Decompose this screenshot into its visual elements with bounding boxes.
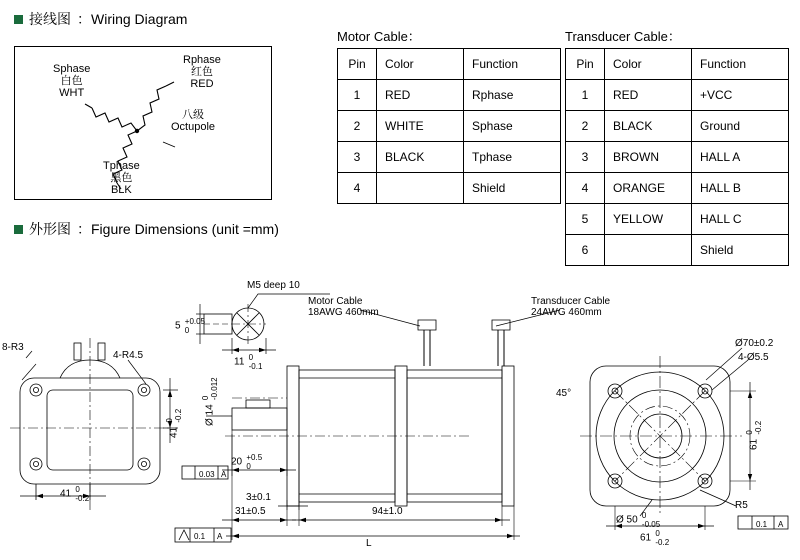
label-4-r45: 4-R4.5: [113, 350, 144, 361]
dim-94pm: 94±1.0: [372, 506, 403, 517]
motor-cable-title: Motor Cable：: [337, 29, 421, 44]
flatness-datum: A: [221, 470, 227, 479]
section-marker-icon: [14, 15, 23, 24]
table-row: 5 YELLOW HALL C: [566, 204, 789, 235]
label-8-r3: 8-R3: [2, 342, 24, 353]
sphase-label: Sphase 白色 WHT: [53, 63, 91, 99]
figure-section-title: [14, 222, 279, 236]
wiring-title-cn: 接线图: [29, 11, 71, 27]
table-row: 4 ORANGE HALL B: [566, 173, 789, 204]
flatness-value: 0.03: [199, 470, 215, 479]
wiring-section-title: [14, 12, 187, 26]
table-header-row: [338, 49, 561, 80]
transducer-cable-title: Transducer Cable：: [565, 29, 681, 44]
dim-dia70: Ø70±0.2: [735, 338, 774, 349]
transducer-cable-table: [565, 48, 789, 266]
table-row: 3 BLACK Tphase: [338, 142, 561, 173]
table-row: 1 RED +VCC: [566, 80, 789, 111]
table-row: 3 BROWN HALL A: [566, 142, 789, 173]
dim-5-tol: 5 +0.05 0: [175, 317, 206, 335]
right-tol-value: 0.1: [756, 520, 768, 529]
dim-dia14: Ø 14 0 -0.012: [201, 377, 219, 426]
dim-20-tol: 20 +0.5 0: [231, 453, 263, 471]
bottom-tol-datum: A: [217, 532, 223, 541]
dim-3pm: 3±0.1: [246, 492, 271, 503]
table-row: 6 Shield: [566, 235, 789, 266]
dim-4-d55: 4-Ø5.5: [738, 352, 769, 363]
motor-cable-table: [337, 48, 561, 204]
dim-61-bottom: 61 0 -0.2: [640, 529, 670, 547]
dim-11-tol: 11 0 -0.1: [234, 353, 263, 371]
header-pin: Pin: [566, 49, 605, 80]
bottom-tol-value: 0.1: [194, 532, 206, 541]
header-color: Color: [605, 49, 692, 80]
transducer-cable-note: Transducer Cable 24AWG 460mm: [531, 296, 611, 318]
dim-r5: R5: [735, 500, 748, 511]
dim-31pm: 31±0.5: [235, 506, 266, 517]
tphase-label: Tphase 黑色 BLK: [103, 160, 140, 196]
dim-61-right: 61 0 -0.2: [745, 420, 763, 450]
dim-angle45: 45°: [556, 388, 572, 399]
table-header-row: [566, 49, 789, 80]
wiring-diagram-box: [14, 46, 272, 200]
right-tol-datum: A: [778, 520, 784, 529]
dim-dia50: Ø 50 0 -0.05: [616, 511, 661, 529]
header-pin: Pin: [338, 49, 377, 80]
label-m5-deep: M5 deep 10: [247, 280, 300, 291]
dim-41-bottom: 41 0 -0.2: [60, 485, 90, 503]
motor-cable-note: Motor Cable 18AWG 460mm: [308, 296, 379, 318]
header-function: Function: [692, 49, 789, 80]
octupole-label: 八级 Octupole: [171, 109, 216, 133]
figure-title-en: ：Figure Dimensions (unit =mm): [77, 221, 279, 237]
figure-title-cn: 外形图: [29, 221, 71, 237]
dim-41-left: 41 0 -0.2: [165, 408, 183, 438]
table-row: 1 RED Rphase: [338, 80, 561, 111]
table-row: 2 WHITE Sphase: [338, 111, 561, 142]
figure-dimensions-drawing: [0, 238, 800, 555]
header-function: Function: [464, 49, 561, 80]
section-marker-icon: [14, 225, 23, 234]
rphase-label: Rphase 红色 RED: [183, 54, 221, 90]
table-row: 2 BLACK Ground: [566, 111, 789, 142]
wiring-title-en: ：Wiring Diagram: [77, 11, 188, 27]
table-row: 4 Shield: [338, 173, 561, 204]
dim-L: L: [366, 538, 372, 549]
header-color: Color: [377, 49, 464, 80]
